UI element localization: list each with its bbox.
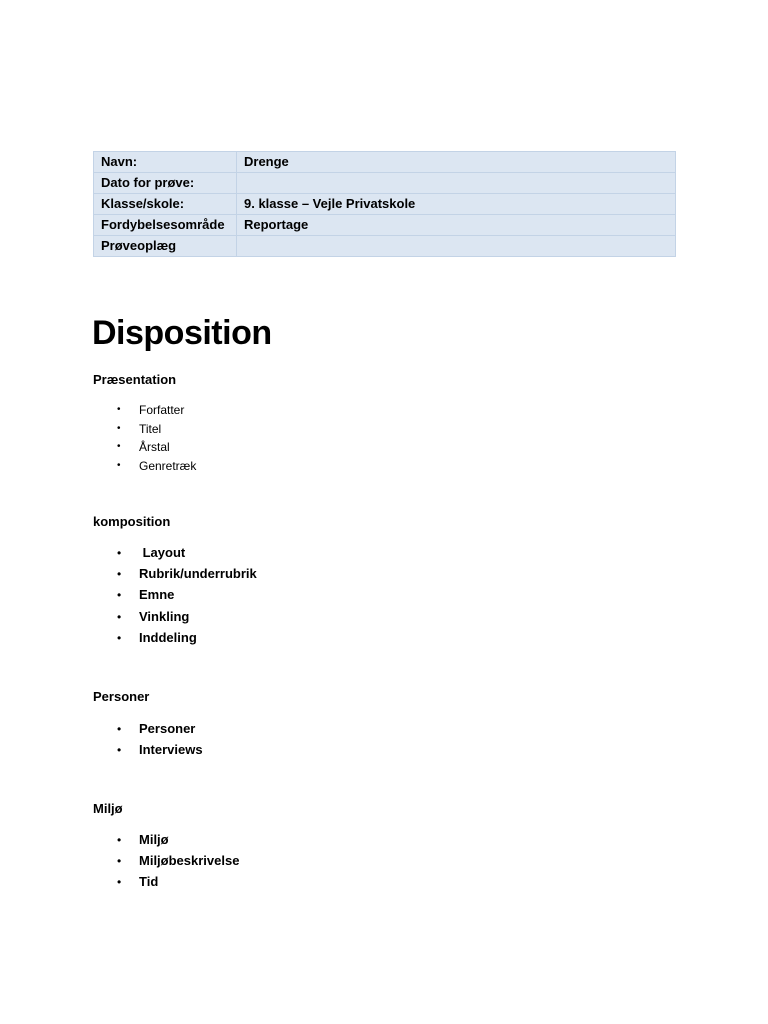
list-item-label: Forfatter: [139, 403, 185, 417]
list-item-label: Tid: [139, 874, 159, 890]
list-item-label: Inddeling: [139, 629, 197, 645]
bullet-icon: •: [117, 630, 122, 645]
list-item-label: Emne: [139, 587, 175, 603]
info-table: [93, 151, 676, 257]
page-title: Disposition: [92, 314, 272, 352]
section-title-miljo: Miljø: [93, 801, 123, 816]
list-item: [93, 564, 257, 585]
list-item: [93, 740, 203, 761]
list-komposition: [93, 543, 257, 649]
list-item-label: Årstal: [139, 440, 170, 454]
table-row: [94, 152, 676, 173]
bullet-icon: •: [117, 854, 122, 869]
list-praesentation: [93, 401, 196, 475]
list-item-label: Personer: [139, 721, 196, 736]
list-item-label: Genretræk: [139, 458, 197, 473]
bullet-icon: •: [117, 609, 122, 624]
table-row: [94, 236, 676, 257]
section-title-personer: Personer: [93, 689, 150, 704]
list-item: [93, 872, 239, 893]
table-label: Fordybelsesområde: [94, 215, 237, 236]
table-value: [237, 236, 676, 257]
list-item-label: Layout: [139, 545, 186, 560]
list-miljo: [93, 830, 239, 894]
table-label: Prøveoplæg: [94, 236, 237, 257]
list-item: [93, 420, 196, 439]
bullet-icon: •: [117, 404, 121, 415]
bullet-icon: •: [117, 588, 122, 603]
table-row: [94, 215, 676, 236]
section-title-praesentation: Præsentation: [93, 372, 177, 387]
list-item-label: Miljøbeskrivelse: [139, 853, 240, 869]
list-personer: [93, 719, 203, 761]
list-item: [93, 851, 239, 872]
list-item-label: Interviews: [139, 742, 203, 758]
section-title-komposition: komposition: [93, 514, 171, 529]
bullet-icon: •: [117, 833, 122, 847]
bullet-icon: •: [117, 722, 122, 736]
list-item-label: Vinkling: [139, 608, 190, 624]
list-item: [93, 401, 196, 420]
list-item: [93, 457, 196, 476]
bullet-icon: •: [117, 875, 122, 890]
list-item-label: Rubrik/underrubrik: [139, 566, 257, 582]
list-item: [93, 585, 257, 606]
table-label: Dato for prøve:: [94, 173, 237, 194]
bullet-icon: •: [117, 441, 121, 452]
bullet-icon: •: [117, 743, 122, 758]
list-item: [93, 607, 257, 628]
table-value: 9. klasse – Vejle Privatskole: [237, 194, 676, 215]
table-value: [237, 173, 676, 194]
list-item: [93, 543, 257, 564]
list-item-label: Miljø: [139, 832, 169, 847]
table-value: Drenge: [237, 152, 676, 173]
table-label: Klasse/skole:: [94, 194, 237, 215]
table-row: [94, 194, 676, 215]
list-item: [93, 830, 239, 851]
list-item: [93, 438, 196, 457]
bullet-icon: •: [117, 546, 122, 560]
table-row: [94, 173, 676, 194]
list-item: [93, 719, 203, 740]
bullet-icon: •: [117, 459, 121, 471]
bullet-icon: •: [117, 567, 122, 582]
list-item-label: Titel: [139, 421, 162, 436]
list-item: [93, 628, 257, 649]
bullet-icon: •: [117, 422, 121, 434]
table-value: Reportage: [237, 215, 676, 236]
table-label: Navn:: [94, 152, 237, 173]
